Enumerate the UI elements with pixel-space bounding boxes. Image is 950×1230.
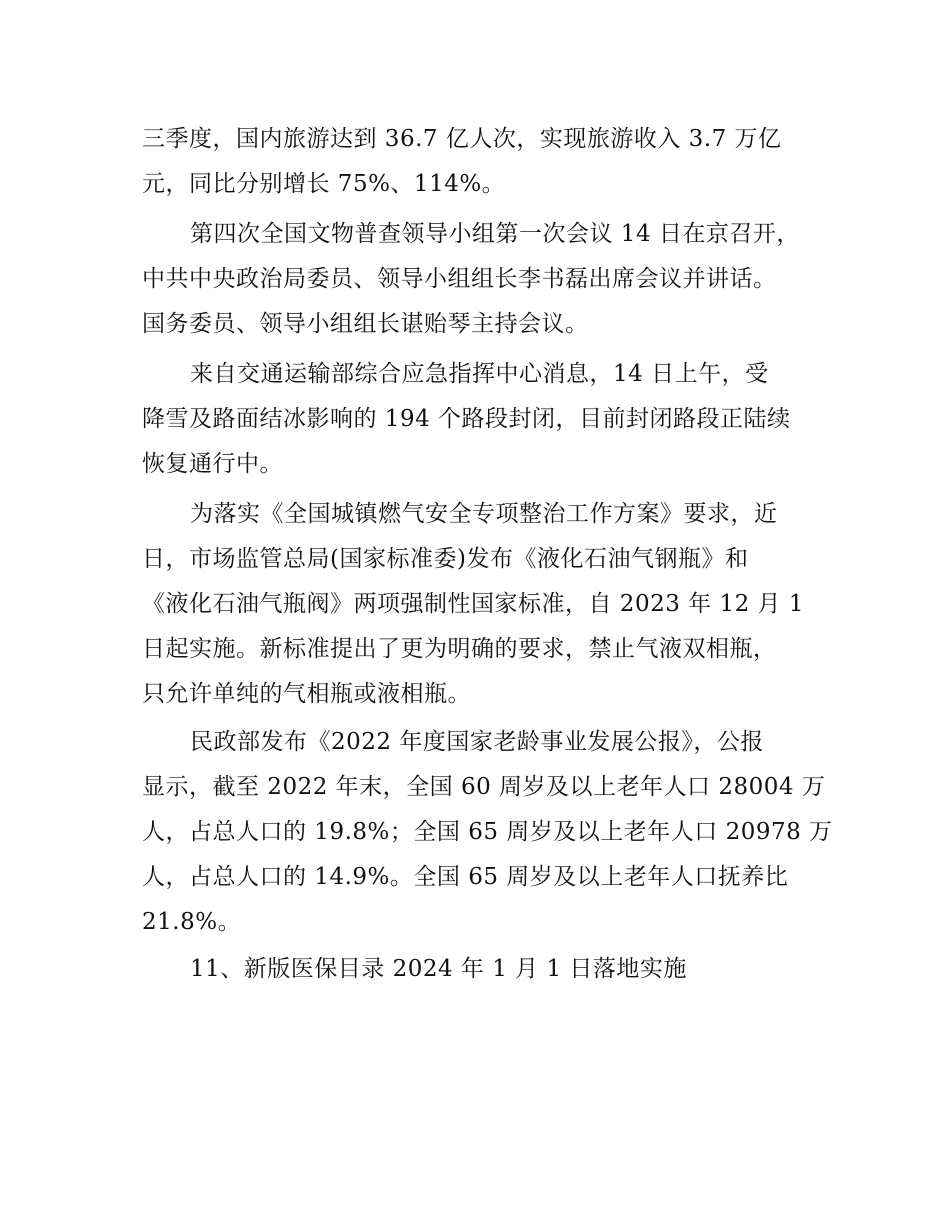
text-line: 第四次全国文物普查领导小组第一次会议 14 日在京召开，: [190, 221, 800, 247]
paragraph-road-closures: [142, 352, 814, 487]
text-line: 元，同比分别增长 75%、114%。: [142, 171, 506, 197]
text-line: 三季度，国内旅游达到 36.7 亿人次，实现旅游收入 3.7 万亿: [142, 126, 782, 152]
text-line: 民政部发布《2022 年度国家老龄事业发展公报》，公报: [190, 729, 764, 755]
text-line: 降雪及路面结冰影响的 194 个路段封闭，目前封闭路段正陆续: [142, 406, 791, 432]
text-line: 日，市场监管总局(国家标准委)发布《液化石油气钢瓶》和: [142, 546, 749, 572]
text-line: 只允许单纯的气相瓶或液相瓶。: [142, 681, 471, 707]
text-line: 为落实《全国城镇燃气安全专项整治工作方案》要求，近: [190, 501, 778, 527]
text-line: 显示，截至 2022 年末，全国 60 周岁及以上老年人口 28004 万: [142, 774, 826, 800]
paragraph-tourism-stats: [142, 117, 814, 207]
text-line: 日起实施。新标准提出了更为明确的要求，禁止气液双相瓶，: [142, 636, 777, 662]
text-line: 恢复通行中。: [142, 451, 283, 477]
text-line: 来自交通运输部综合应急指挥中心消息，14 日上午，受: [190, 361, 769, 387]
text-line: 《液化石油气瓶阀》两项强制性国家标准，自 2023 年 12 月 1: [142, 591, 804, 617]
text-line: 21.8%。: [142, 909, 242, 935]
text-line: 人，占总人口的 19.8%；全国 65 周岁及以上老年人口 20978 万: [142, 819, 833, 845]
text-line: 11、新版医保目录 2024 年 1 月 1 日落地实施: [190, 956, 687, 982]
text-line: 人，占总人口的 14.9%。全国 65 周岁及以上老年人口抚养比: [142, 864, 789, 890]
paragraph-aging-report: [142, 720, 833, 945]
text-line: 国务委员、领导小组组长谌贻琴主持会议。: [142, 311, 589, 337]
paragraph-cultural-relics-census: [142, 212, 814, 347]
section-heading-medical-insurance: [142, 947, 814, 992]
paragraph-gas-cylinder-standards: [142, 492, 814, 717]
text-line: 中共中央政治局委员、领导小组组长李书磊出席会议并讲话。: [142, 266, 777, 292]
